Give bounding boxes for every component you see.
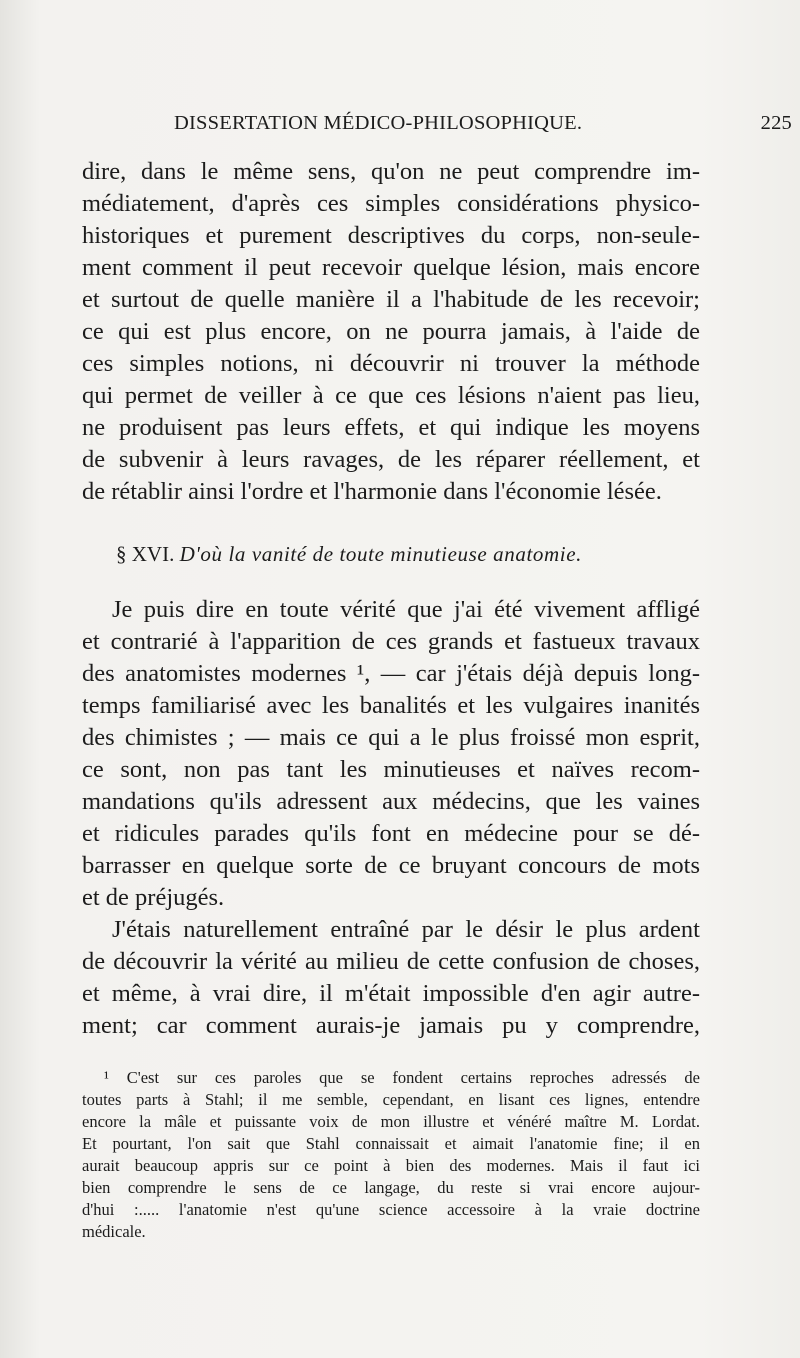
text-line: historiques et purement descriptives du corps, non-seule- (82, 222, 700, 249)
text-line: ment comment il peut recevoir quelque lésion, mais encore (82, 254, 700, 281)
text-line: ce qui est plus encore, on ne pourra jamais, à l'aide de (82, 318, 700, 345)
text-line: ne produisent pas leurs effets, et qui indique les moyens (82, 414, 700, 441)
text-line: dire, dans le même sens, qu'on ne peut comprendre im- (82, 158, 700, 185)
footnote-line: médicale. (82, 1222, 146, 1241)
footnote-line: toutes parts à Stahl; il me semble, cependant, en lisant ces lignes, entendre (82, 1090, 700, 1109)
text-line: de rétablir ainsi l'ordre et l'harmonie dans l'économie lésée. (82, 478, 662, 505)
text-line: ce sont, non pas tant les minutieuses et naïves recom- (82, 756, 700, 783)
text-line: et même, à vrai dire, il m'était impossible d'en agir autre- (82, 980, 700, 1007)
text-line: de découvrir la vérité au milieu de cette confusion de choses, (82, 948, 700, 975)
text-line: et de préjugés. (82, 884, 225, 911)
text-line: des chimistes ; — mais ce qui a le plus froissé mon esprit, (82, 724, 700, 751)
text-line: mandations qu'ils adressent aux médecins, que les vaines (82, 788, 700, 815)
footnote-line: bien comprendre le sens de ce langage, du reste si vrai encore aujour- (82, 1178, 700, 1197)
section-heading (116, 542, 696, 567)
text-line: et surtout de quelle manière il a l'habitude de les recevoir; (82, 286, 700, 313)
text-line: médiatement, d'après ces simples considérations physico- (82, 190, 700, 217)
text-line: barrasser en quelque sorte de ce bruyant concours de mots (82, 852, 700, 879)
section-title: D'où la vanité de toute minutieuse anatomie. (179, 542, 582, 566)
footnote-line: ¹ C'est sur ces paroles que se fondent certains reproches adressés de (104, 1068, 700, 1087)
running-head (174, 112, 792, 142)
text-line: J'étais naturellement entraîné par le désir le plus ardent (112, 916, 700, 943)
text-line: et ridicules parades qu'ils font en médecine pour se dé- (82, 820, 700, 847)
text-line: des anatomistes modernes ¹, — car j'étais déjà depuis long- (82, 660, 700, 687)
section-mark: § XVI. (116, 542, 175, 566)
text-line: de subvenir à leurs ravages, de les réparer réellement, et (82, 446, 700, 473)
footnote-line: d'hui :..... l'anatomie n'est qu'une science accessoire à la vraie doctrine (82, 1200, 700, 1219)
page-number: 225 (760, 112, 792, 134)
footnote-line: aurait beaucoup appris sur ce point à bien des modernes. Mais il faut ici (82, 1156, 700, 1175)
text-line: et contrarié à l'apparition de ces grands et fastueux travaux (82, 628, 700, 655)
footnote-line: Et pourtant, l'on sait que Stahl connaissait et aimait l'anatomie fine; il en (82, 1134, 700, 1153)
footnote-line: encore la mâle et puissante voix de mon illustre et vénéré maître M. Lordat. (82, 1112, 700, 1131)
text-line: temps familiarisé avec les banalités et les vulgaires inanités (82, 692, 700, 719)
text-line: Je puis dire en toute vérité que j'ai été vivement affligé (112, 596, 700, 623)
text-line: qui permet de veiller à ce que ces lésions n'aient pas lieu, (82, 382, 700, 409)
running-head-title: DISSERTATION MÉDICO-PHILOSOPHIQUE. (174, 112, 583, 134)
text-line: ment; car comment aurais-je jamais pu y comprendre, (82, 1012, 700, 1039)
text-line: ces simples notions, ni découvrir ni trouver la méthode (82, 350, 700, 377)
